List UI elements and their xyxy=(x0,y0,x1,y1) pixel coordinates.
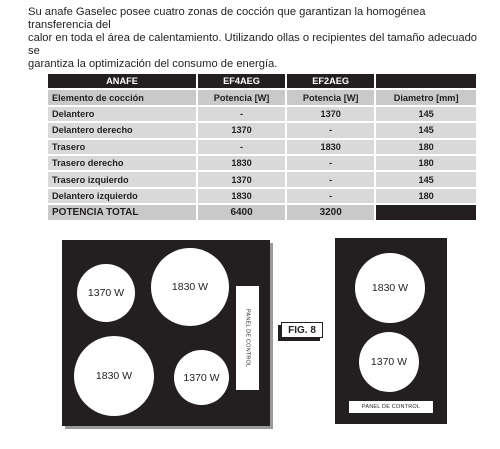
specs-table xyxy=(46,72,478,222)
row-label: Delantero izquierdo xyxy=(48,189,196,203)
row-value: 1830 xyxy=(198,156,285,170)
header-blank xyxy=(376,74,476,88)
row-value: - xyxy=(287,172,374,186)
burner-rear-right: 1830 W xyxy=(151,248,229,326)
row-value: 180 xyxy=(376,156,476,170)
row-value: - xyxy=(287,156,374,170)
row-value: - xyxy=(198,140,285,154)
table-row xyxy=(48,123,476,137)
figure-label: FIG. 8 xyxy=(281,322,323,338)
total-blank xyxy=(376,205,476,219)
table-row xyxy=(48,107,476,121)
row-value: - xyxy=(198,107,285,121)
header-ef4aeg: EF4AEG xyxy=(198,74,285,88)
control-panel-horizontal: PANEL DE CONTROL xyxy=(349,401,433,413)
subheader-power-4: Potencia [W] xyxy=(198,90,285,104)
row-value: 1830 xyxy=(198,189,285,203)
control-panel-vertical xyxy=(236,286,259,390)
intro-line-2: calor en toda el área de calentamiento. Utilizando ollas o recipientes del tamaño adecuado se xyxy=(28,32,478,57)
row-label: Delantero derecho xyxy=(48,123,196,137)
row-value: - xyxy=(287,189,374,203)
row-value: 180 xyxy=(376,189,476,203)
total-label: POTENCIA TOTAL xyxy=(48,205,196,219)
subheader-diameter: Diametro [mm] xyxy=(376,90,476,104)
table-total-row xyxy=(48,205,476,219)
row-value: 1370 xyxy=(198,172,285,186)
subheader-element: Elemento de cocción xyxy=(48,90,196,104)
header-ef2aeg: EF2AEG xyxy=(287,74,374,88)
table-header-row xyxy=(48,74,476,88)
burner-front-left: 1830 W xyxy=(74,336,154,416)
table-row xyxy=(48,172,476,186)
total-value-4: 6400 xyxy=(198,205,285,219)
row-label: Trasero xyxy=(48,140,196,154)
table-row xyxy=(48,156,476,170)
header-anafe: ANAFE xyxy=(48,74,196,88)
row-value: - xyxy=(287,123,374,137)
intro-line-1: Su anafe Gaselec posee cuatro zonas de cocción que garantizan la homogénea transferencia del xyxy=(28,6,426,31)
row-value: 1370 xyxy=(198,123,285,137)
intro-line-3: garantiza la optimización del consumo de energía. xyxy=(28,58,278,70)
control-panel-label: PANEL DE CONTROL xyxy=(244,308,251,368)
intro-paragraph xyxy=(28,6,488,71)
row-value: 145 xyxy=(376,123,476,137)
table-subheader-row xyxy=(48,90,476,104)
hob-four-burner-diagram xyxy=(62,240,270,426)
row-value: 1830 xyxy=(287,140,374,154)
row-label: Trasero izquierdo xyxy=(48,172,196,186)
subheader-power-2: Potencia [W] xyxy=(287,90,374,104)
burner-front-right: 1370 W xyxy=(174,350,229,405)
row-value: 1370 xyxy=(287,107,374,121)
table-row xyxy=(48,140,476,154)
total-value-2: 3200 xyxy=(287,205,374,219)
row-label: Trasero derecho xyxy=(48,156,196,170)
row-value: 180 xyxy=(376,140,476,154)
row-label: Delantero xyxy=(48,107,196,121)
table-row xyxy=(48,189,476,203)
row-value: 145 xyxy=(376,172,476,186)
row-value: 145 xyxy=(376,107,476,121)
burner-rear-left: 1370 W xyxy=(77,264,135,322)
hob-two-burner-diagram xyxy=(335,238,447,424)
burner-top: 1830 W xyxy=(355,253,425,323)
burner-bottom: 1370 W xyxy=(359,332,419,392)
